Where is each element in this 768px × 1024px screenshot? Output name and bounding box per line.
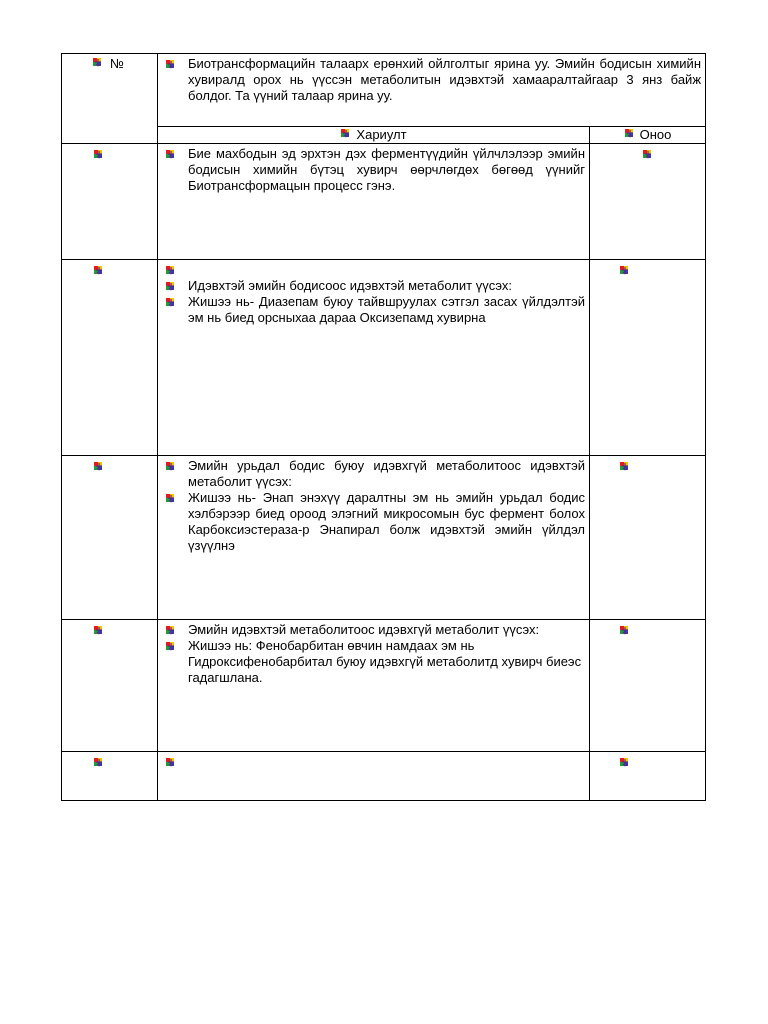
bullet-arrow-icon [92,56,104,68]
row-number-cell [62,260,158,456]
row-number-cell [62,620,158,752]
answer-bullet [188,262,585,278]
answer-row-5 [62,752,706,801]
bullet-arrow-icon [165,148,177,160]
bullet-arrow-icon [165,492,177,504]
answer-cell [158,144,590,260]
bullet-arrow-icon [93,756,105,768]
answer-row-2 [62,260,706,456]
score-header-cell [590,127,706,144]
bullet-arrow-icon [642,148,654,160]
answer-text: Жишээ нь- Энап энэхүү даралтны эм нь эмийн урьдал бодис хэлбэрээр биед ороод элэгний микросомын бус фермент болох Карбоксиэстераза-р Энапирал болж идэвхтэй эмийн үйлдэл үзүүлнэ [188,490,585,553]
answer-cell [158,456,590,620]
bullet-arrow-icon [165,280,177,292]
score-cell [590,144,706,260]
score-cell [590,260,706,456]
answer-row-1 [62,144,706,260]
answer-text: Идэвхтэй эмийн бодисоос идэвхтэй метаболит үүсэх: [188,278,512,293]
bullet-arrow-icon [165,264,177,276]
question-table [61,53,706,801]
answer-bullet [188,622,585,638]
bullet-arrow-icon [619,264,631,276]
answer-header-row [62,127,706,144]
answer-text: Бие махбодын эд эрхтэн дэх ферментүүдийн үйлчлэлээр эмийн бодисын химийн бүтэц хувирч өөрчлөгдөх бөгөөд үүнийг Биотрансформацын процесс гэнэ. [188,146,585,193]
row-number-cell [62,144,158,260]
answer-bullet [188,490,585,554]
answer-cell [158,752,590,801]
bullet-arrow-icon [93,460,105,472]
bullet-arrow-icon [619,756,631,768]
bullet-arrow-icon [340,127,352,139]
answer-text: Жишээ нь: Фенобарбитан өвчин намдаах эм нь Гидроксифенобарбитал буюу идэвхгүй метаболитд хувирч биеэс гадагшлана. [188,638,582,685]
bullet-arrow-icon [93,264,105,276]
bullet-arrow-icon [165,460,177,472]
number-header-cell [62,54,158,144]
score-cell [590,456,706,620]
bullet-arrow-icon [165,756,177,768]
question-text [188,56,701,104]
answer-cell [158,260,590,456]
question-text-content: Биотрансформацийн талаарх ерөнхий ойлголтыг ярина уу. Эмийн бодисын химийн хувиралд орох нь үүссэн метаболитын идэвхтэй хамааралтайгаар 3 янз байж болдог. Та үүний талаар ярина уу. [188,56,702,103]
answer-header-cell [158,127,590,144]
answer-bullet [188,146,585,194]
bullet-arrow-icon [93,624,105,636]
answer-row-3 [62,456,706,620]
question-cell [158,54,706,127]
row-number-cell [62,752,158,801]
score-cell [590,620,706,752]
row-number-cell [62,456,158,620]
bullet-arrow-icon [619,460,631,472]
answer-row-4 [62,620,706,752]
answer-bullet [188,294,585,326]
bullet-arrow-icon [165,624,177,636]
bullet-arrow-icon [619,624,631,636]
score-header-label: Оноо [639,127,672,142]
answer-cell [158,620,590,752]
answer-text: Жишээ нь- Диазепам буюу тайвшруулах сэтгэл засах үйлдэлтэй эм нь биед орсныхаа дараа Оксизепамд хувирна [188,294,585,325]
answer-bullet [188,754,585,770]
bullet-arrow-icon [624,127,636,139]
bullet-arrow-icon [165,640,177,652]
answer-bullet [188,458,585,490]
answer-bullet [188,278,585,294]
bullet-arrow-icon [165,296,177,308]
score-cell [590,752,706,801]
number-label: № [110,56,124,71]
answer-header-label: Хариулт [356,127,407,142]
bullet-arrow-icon [93,148,105,160]
answer-text: Эмийн идэвхтэй метаболитоос идэвхгүй метаболит үүсэх: [188,622,540,637]
answer-text: Эмийн урьдал бодис буюу идэвхгүй метаболитоос идэвхтэй метаболит үүсэх: [188,458,585,489]
question-row [62,54,706,127]
bullet-arrow-icon [165,58,177,70]
answer-bullet [188,638,585,686]
